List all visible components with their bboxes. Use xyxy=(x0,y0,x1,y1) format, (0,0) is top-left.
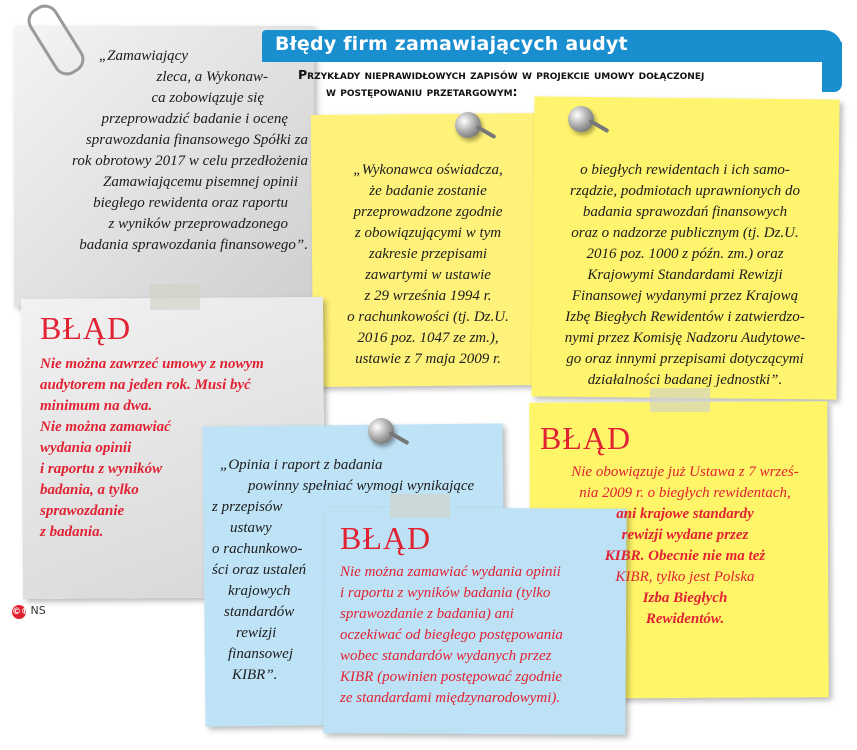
note-2-line: że badanie zostanie xyxy=(369,183,487,199)
error-3-line: ani krajowe standardy xyxy=(616,506,754,522)
error-3-line: Izba Biegłych xyxy=(642,590,728,606)
copyright-logo xyxy=(12,604,46,619)
error-1-line: audytorem na jeden rok. Musi być xyxy=(40,377,251,393)
error-2-line: sprawozdanie z badania) ani xyxy=(340,606,514,622)
note-2-line: z obowiązującymi w tym xyxy=(354,225,502,241)
note-2-line: o rachunkowości (tj. Dz.U. xyxy=(347,309,509,325)
note-3-line: rządzie, podmiotach uprawnionych do xyxy=(570,183,800,199)
error-3-line: KIBR. Obecnie nie ma też xyxy=(604,548,766,564)
error-1-line: minimum na dwa. xyxy=(40,398,153,414)
error-3-line: Rewidentów. xyxy=(645,611,725,627)
error-2-line: ze standardami międzynarodowymi). xyxy=(340,690,561,706)
tape-strip xyxy=(650,388,710,412)
note-3-line: Krajowymi Standardami Rewizji xyxy=(587,267,783,283)
tape-strip xyxy=(150,284,200,310)
note-4-line: powinny spełniać wymogi wynikające xyxy=(248,478,475,494)
note-1-line: ca zobowiązuje się xyxy=(151,90,264,106)
page-title: Błędy firm zamawiających audyt xyxy=(275,33,628,55)
note-2-line: 2016 poz. 1047 ze zm.), xyxy=(357,330,499,346)
error-1-text xyxy=(40,354,315,543)
subtitle-line-1: Przykłady nieprawidłowych zapisów w projekcie umowy dołączonej xyxy=(298,67,705,82)
error-1-line: i raportu z wyników xyxy=(40,461,163,477)
author-initials: NS xyxy=(30,604,46,617)
error-heading: BŁĄD xyxy=(340,520,432,556)
note-4-line: rewizji xyxy=(236,625,277,641)
note-4-line: ści oraz ustaleń xyxy=(212,562,307,578)
note-3-line: działalności badanej jednostki”. xyxy=(587,372,783,388)
note-4-line: krajowych xyxy=(228,583,291,599)
note-1-line: „Zamawiający xyxy=(98,48,188,64)
error-2-line: wobec standardów wydanych przez xyxy=(340,648,552,664)
error-3-line: Nie obowiązuje już Ustawa z 7 wrześ- xyxy=(571,464,799,480)
note-1-line: badania sprawozdania finansowego”. xyxy=(79,237,308,253)
note-4-line: ustawy xyxy=(230,520,272,536)
error-3-text xyxy=(545,462,825,630)
error-1-line: z badania. xyxy=(40,524,104,540)
note-3-line: 2016 poz. 1000 z późn. zm.) oraz xyxy=(586,246,784,262)
pushpin-icon xyxy=(368,418,394,444)
note-1-line: z wyników przeprowadzonego xyxy=(108,216,288,232)
note-3-line: badania sprawozdań finansowych xyxy=(582,204,788,220)
error-1-line: Nie można zawrzeć umowy z nowym xyxy=(40,356,264,372)
note-2-text xyxy=(328,160,528,370)
subtitle-line-2: w postępowaniu przetargowym: xyxy=(326,84,518,99)
note-4-line: „Opinia i raport z badania xyxy=(220,457,383,473)
note-2-line: zawartymi w ustawie xyxy=(365,267,491,283)
error-2-line: i raportu z wyników badania (tylko xyxy=(340,585,551,601)
error-heading: BŁĄD xyxy=(540,420,632,456)
note-3-text xyxy=(540,160,830,391)
note-1-text xyxy=(20,46,308,256)
note-3-line: Izbę Biegłych Rewidentów i zatwierdzo- xyxy=(565,309,805,325)
title-bar-tail xyxy=(822,42,842,92)
error-2-line: Nie można zamawiać wydania opinii xyxy=(340,564,561,580)
note-1-line: przeprowadzić badanie i ocenę xyxy=(101,111,288,127)
note-1-line: Zamawiającemu pisemnej opinii xyxy=(103,174,298,190)
note-1-line: sprawozdania finansowego Spółki za xyxy=(85,132,308,148)
note-1-line: zleca, a Wykonaw- xyxy=(156,69,268,85)
note-4-line: o rachunkowo- xyxy=(212,541,303,557)
note-4-line: standardów xyxy=(224,604,295,620)
note-4-line: KIBR”. xyxy=(232,667,278,683)
note-3-line: nymi przez Komisję Nadzoru Audytowe- xyxy=(564,330,806,346)
error-2-line: KIBR (powinien postępować zgodnie xyxy=(340,669,563,685)
error-3-line: nia 2009 r. o biegłych rewidentach, xyxy=(579,485,791,501)
error-1-line: badania, a tylko xyxy=(40,482,139,498)
note-3-line: go oraz innymi przepisami dotyczącymi xyxy=(566,351,804,367)
pushpin-icon xyxy=(568,106,594,132)
note-4-line: finansowej xyxy=(228,646,294,662)
note-2-line: zakresie przepisami xyxy=(368,246,488,262)
note-3-line: oraz o nadzorze publicznym (tj. Dz.U. xyxy=(571,225,799,241)
error-1-line: Nie można zamawiać xyxy=(40,419,171,435)
subtitle xyxy=(298,66,823,100)
note-2-line: z 29 września 1994 r. xyxy=(364,288,492,304)
note-4-line: z przepisów xyxy=(212,499,283,515)
note-2-line: „Wykonawca oświadcza, xyxy=(353,162,503,178)
error-1-line: wydania opinii xyxy=(40,440,132,456)
error-heading: BŁĄD xyxy=(40,310,132,346)
note-1-line: biegłego rewidenta oraz raportu xyxy=(93,195,288,211)
error-3-line: rewizji wydane przez xyxy=(621,527,749,543)
copyright-icon: ©℗ xyxy=(12,607,30,617)
note-3-line: o biegłych rewidentach i ich samo- xyxy=(580,162,790,178)
note-1-line: rok obrotowy 2017 w celu przedłożenia xyxy=(72,153,308,169)
note-3-line: Finansowej wydanymi przez Krajową xyxy=(571,288,799,304)
error-3-line: KIBR, tylko jest Polska xyxy=(615,569,755,585)
note-2-line: ustawie z 7 maja 2009 r. xyxy=(355,351,501,367)
error-1-line: sprawozdanie xyxy=(40,503,125,519)
error-2-line: oczekiwać od biegłego postępowania xyxy=(340,627,563,643)
note-2-line: przeprowadzone zgodnie xyxy=(353,204,503,220)
pushpin-icon xyxy=(455,112,481,138)
